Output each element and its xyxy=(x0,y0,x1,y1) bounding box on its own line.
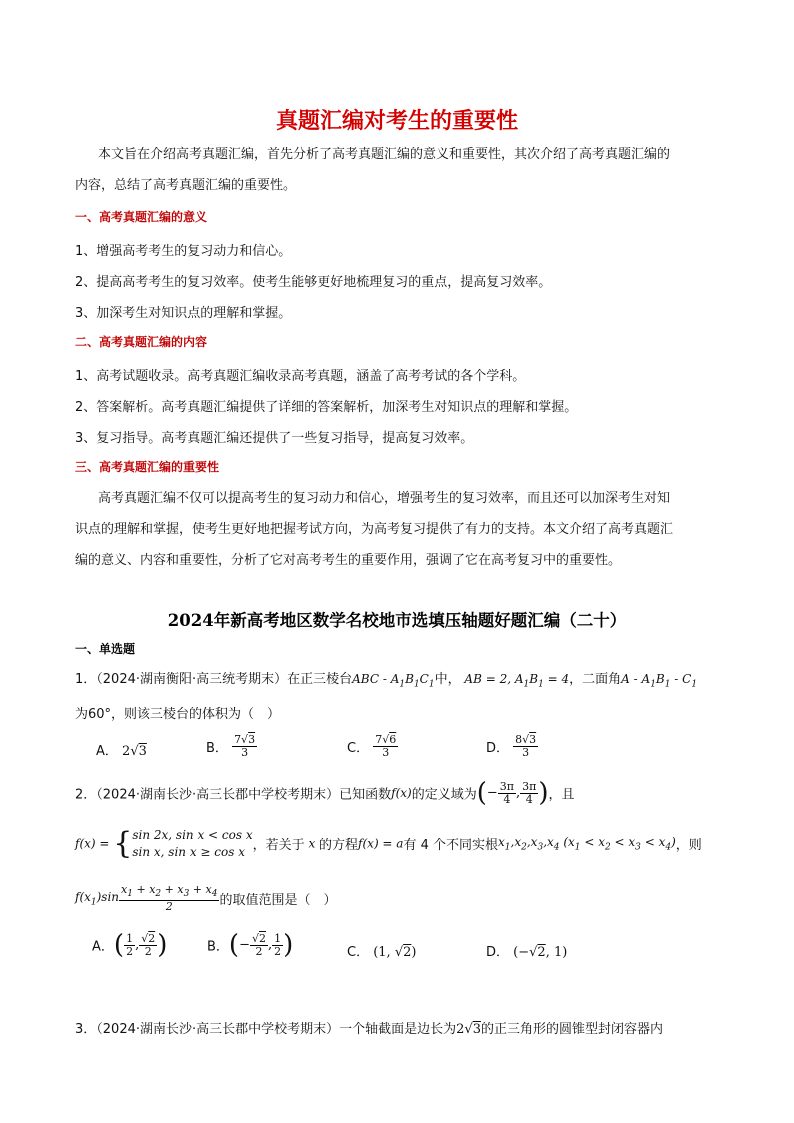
question-1-line-1 xyxy=(75,668,697,689)
exam-title: 2024年新高考地区数学名校地市选填压轴题好题汇编（二十） xyxy=(167,611,627,630)
question-2-line-2: f(x) = {sin 2x, sin x < cos x sin x, sin x ≥ cos x ，若关于 x 的方程f(x) = a有 4 个不同实根$x_1,x_2,x_3,x_4$ $(x_1 < x_2 < x_3 < x_4)$，则 xyxy=(75,826,702,861)
question-1-line-2: 为60°，则该三棱台的体积为（ ） xyxy=(75,707,281,722)
sec2-item: 3、复习指导。高考真题汇编还提供了一些复习指导，提高复习效率。 xyxy=(75,431,474,446)
q1-dihedral: A - $A_1B_1 - C_1$ xyxy=(621,672,698,690)
section-heading-3: 三、高考真题汇编的重要性 xyxy=(75,460,220,474)
q2-option-a[interactable]: A．( $\frac{1}{2}$ , $\frac{√2}{2}$ ) xyxy=(92,930,168,960)
intro-line-2: 内容，总结了高考真题汇编的重要性。 xyxy=(75,178,297,193)
sec1-item: 2、提高高考考生的复习效率。使考生能够更好地梳理复习的重点，提高复习效率。 xyxy=(75,275,552,290)
sec3-line-2: 识点的理解和掌握，使考生更好地把握考试方向，为高考复习提供了有力的支持。本文介绍了高考真题汇 xyxy=(75,522,674,537)
q1-option-c[interactable]: C． $\frac{7√6}{3}$ xyxy=(347,733,397,759)
section-heading-2: 二、高考真题汇编的内容 xyxy=(75,335,208,349)
sec3-line-3: 编的意义、内容和重要性，分析了它对高考考生的重要作用，强调了它在高考复习中的重要性。 xyxy=(75,553,622,568)
q1-frustum-name: ABC - $A_1B_1C_1$ xyxy=(352,672,435,690)
q1-lengths: AB = 2, $A_1B_1 = 4$ xyxy=(460,672,570,690)
q1-option-b[interactable]: B． $\frac{7√3}{3}$ xyxy=(206,733,256,759)
sec1-item: 3、加深考生对知识点的理解和掌握。 xyxy=(75,306,292,321)
sec2-item: 1、高考试题收录。高考真题汇编收录高考真题，涵盖了高考考试的各个学科。 xyxy=(75,369,526,384)
q1-prefix: 1．（2024·湖南衡阳·高三统考期末）在正三棱台 xyxy=(75,672,353,687)
q2-option-c[interactable]: C． (1, √2) xyxy=(347,945,417,960)
q2-piecewise: sin 2x, sin x < cos x sin x, sin x ≥ cos x xyxy=(132,827,253,859)
question-2-line-3: $f(x_1)\sin$ $\frac{x_1 + x_2 + x_3 + x_4}{2}$ 的取值范围是（ ） xyxy=(75,883,337,914)
question-3-line-1: 3．（2024·湖南长沙·高三长郡中学校考期末）一个轴截面是边长为2√3的正三角形的圆锥型封闭容器内 xyxy=(75,1022,663,1037)
single-choice-heading: 一、单选题 xyxy=(75,642,136,656)
sec1-item: 1、增强高考考生的复习动力和信心。 xyxy=(75,244,292,259)
intro-line-1: 本文旨在介绍高考真题汇编，首先分析了高考真题汇编的意义和重要性，其次介绍了高考真题汇编的 xyxy=(98,147,671,162)
question-2-line-1: 2．（2024·湖南长沙·高三长郡中学校考期末）已知函数f(x)的定义域为(− $\frac{3\pi}{4}$ , $\frac{3\pi}{4}$ )，且 xyxy=(75,778,575,808)
q1-mid2: ，二面角 xyxy=(569,672,622,687)
sec3-line-1: 高考真题汇编不仅可以提高考生的复习动力和信心，增强考生的复习效率，而且还可以加深考生对知 xyxy=(98,491,671,506)
page-title: 真题汇编对考生的重要性 xyxy=(275,109,518,134)
q1-option-a[interactable]: A． 2√3 xyxy=(96,744,147,759)
sec2-item: 2、答案解析。高考真题汇编提供了详细的答案解析，加深考生对知识点的理解和掌握。 xyxy=(75,400,578,415)
q2-option-b[interactable]: B．(− $\frac{√2}{2}$ , $\frac{1}{2}$ ) xyxy=(207,930,294,960)
q1-mid1: 中， xyxy=(434,672,461,687)
q1-option-d[interactable]: D． $\frac{8√3}{3}$ xyxy=(486,733,537,759)
q2-option-d[interactable]: D． (−√2, 1) xyxy=(486,945,568,960)
section-heading-1: 一、高考真题汇编的意义 xyxy=(75,210,208,224)
